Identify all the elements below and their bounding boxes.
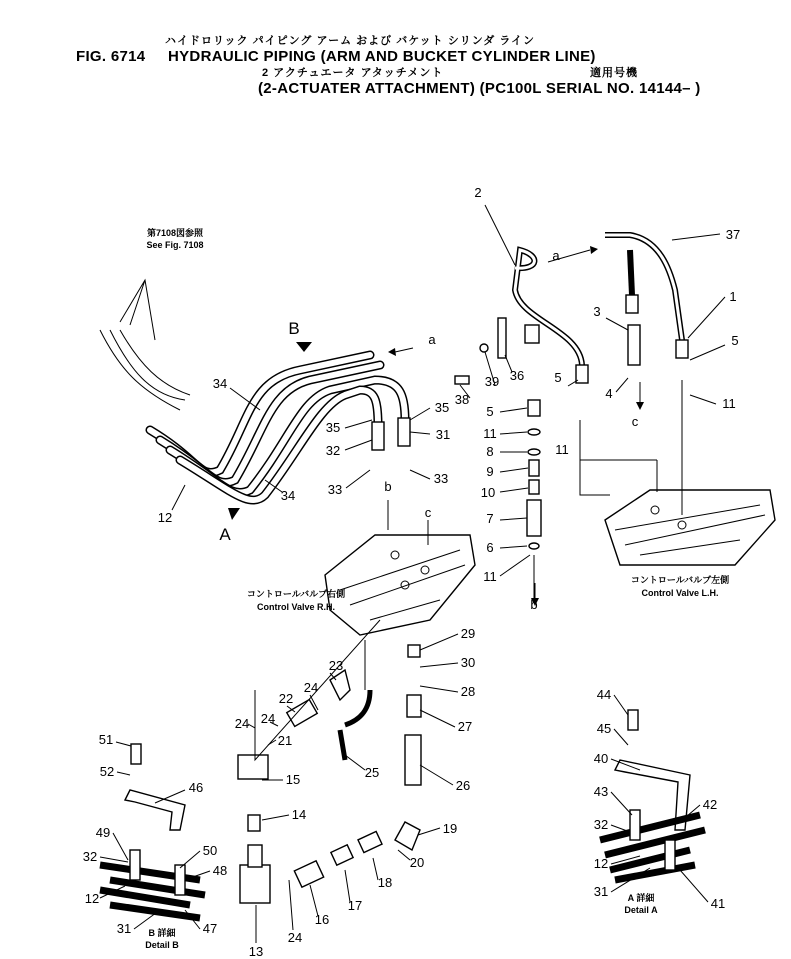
callout-27: 27: [457, 719, 473, 734]
callout-11: 11: [555, 442, 569, 457]
callout-41: 41: [710, 896, 726, 911]
figure-number: FIG. 6714: [76, 48, 146, 65]
control-valve-lh: [605, 490, 775, 565]
callout-1: 1: [729, 289, 737, 304]
callout-12: 12: [593, 856, 609, 871]
title-japanese: ハイドロリック パイピング アーム および バケット シリンダ ライン: [165, 35, 536, 47]
see-fig-note-jp: 第7108図参照: [146, 228, 204, 238]
cv-lh-label: Control Valve L.H.: [641, 588, 719, 598]
subtitle-japanese: 2 アクチュエータ アタッチメント: [262, 67, 444, 79]
callout-29: 29: [460, 626, 476, 641]
callout-49: 49: [95, 825, 111, 840]
callout-46: 46: [188, 780, 204, 795]
callout-37: 37: [725, 227, 741, 242]
callout-24: 24: [234, 716, 250, 731]
detail-a-drawing: [600, 710, 705, 880]
callout-34: 34: [280, 488, 296, 503]
callout-32: 32: [593, 817, 609, 832]
callout-c: c: [631, 414, 639, 429]
callout-22: 22: [278, 691, 294, 706]
callout-43: 43: [593, 784, 609, 799]
callout-11: 11: [483, 569, 497, 584]
callout-35: 35: [434, 400, 450, 415]
callout-5: 5: [554, 370, 562, 385]
detail-b-drawing: [100, 744, 205, 918]
callout-A: A: [219, 525, 231, 544]
callout-11: 11: [722, 396, 736, 411]
callout-24: 24: [303, 680, 319, 695]
callout-c: c: [424, 505, 432, 520]
callout-33: 33: [327, 482, 343, 497]
callout-16: 16: [314, 912, 330, 927]
detail-a-label: Detail A: [624, 905, 658, 915]
callout-32: 32: [82, 849, 98, 864]
callout-40: 40: [593, 751, 609, 766]
callout-24: 24: [287, 930, 303, 945]
callout-B: B: [288, 319, 300, 338]
callout-31: 31: [116, 921, 132, 936]
callout-11: 11: [483, 426, 497, 441]
figure-title: HYDRAULIC PIPING (ARM AND BUCKET CYLINDER LINE): [168, 48, 596, 65]
callout-20: 20: [409, 855, 425, 870]
callout-10: 10: [480, 485, 496, 500]
cv-rh-label: Control Valve R.H.: [256, 602, 336, 612]
callout-51: 51: [98, 732, 114, 747]
detail-b-label: Detail B: [145, 940, 179, 950]
callout-42: 42: [702, 797, 718, 812]
callout-23: 23: [328, 658, 344, 673]
callout-35: 35: [325, 420, 341, 435]
cv-lh-label-jp: コントロールバルブ左側: [630, 575, 730, 585]
callout-45: 45: [596, 721, 612, 736]
callout-28: 28: [460, 684, 476, 699]
see-fig-note: See Fig. 7108: [146, 240, 204, 250]
callout-33: 33: [433, 471, 449, 486]
callout-26: 26: [455, 778, 471, 793]
callout-19: 19: [442, 821, 458, 836]
callout-7: 7: [486, 511, 494, 526]
callout-a: a: [428, 332, 436, 347]
callout-24: 24: [260, 711, 276, 726]
callout-31: 31: [435, 427, 451, 442]
callout-12: 12: [157, 510, 173, 525]
callout-44: 44: [596, 687, 612, 702]
callout-31: 31: [593, 884, 609, 899]
callout-17: 17: [347, 898, 363, 913]
callout-13: 13: [248, 944, 264, 959]
callout-18: 18: [377, 875, 393, 890]
callout-2: 2: [474, 185, 482, 200]
callout-36: 36: [509, 368, 525, 383]
callout-6: 6: [486, 540, 494, 555]
callout-52: 52: [99, 764, 115, 779]
callout-9: 9: [486, 464, 494, 479]
detail-a-label-jp: A 詳細: [627, 893, 655, 903]
callout-15: 15: [285, 772, 301, 787]
callout-21: 21: [277, 733, 293, 748]
callout-b: b: [530, 597, 538, 612]
callout-30: 30: [460, 655, 476, 670]
callout-14: 14: [291, 807, 307, 822]
callout-3: 3: [593, 304, 601, 319]
callout-50: 50: [202, 843, 218, 858]
callout-48: 48: [212, 863, 228, 878]
cv-rh-label-jp: コントロールバルブ右側: [246, 589, 346, 599]
figure-subtitle: (2-ACTUATER ATTACHMENT) (PC100L SERIAL NO. 14144– ): [258, 80, 701, 97]
callout-5: 5: [731, 333, 739, 348]
callout-12: 12: [84, 891, 100, 906]
callout-47: 47: [202, 921, 218, 936]
control-valve-rh: [325, 535, 475, 635]
callout-39: 39: [484, 374, 500, 389]
callout-25: 25: [364, 765, 380, 780]
callout-4: 4: [605, 386, 613, 401]
pipes: [515, 235, 688, 515]
callout-8: 8: [486, 444, 494, 459]
detail-b-label-jp: B 詳細: [148, 928, 176, 938]
callout-34: 34: [212, 376, 228, 391]
callout-5: 5: [486, 404, 494, 419]
callout-32: 32: [325, 443, 341, 458]
callout-b: b: [384, 479, 392, 494]
serial-japanese: 適用号機: [590, 67, 638, 79]
callout-a: a: [552, 248, 560, 263]
callout-38: 38: [454, 392, 470, 407]
